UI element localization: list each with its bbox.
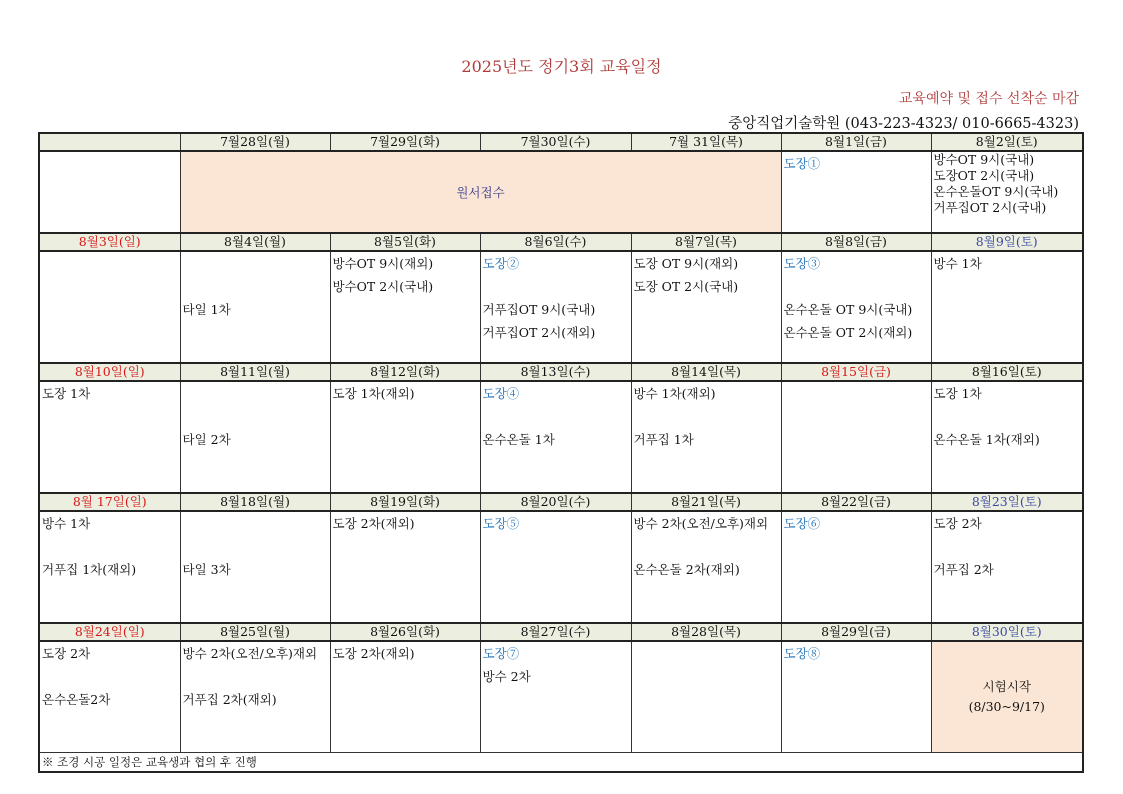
day-cell <box>180 251 330 363</box>
event-entry: 도장② <box>482 256 520 271</box>
event-entry: 방수OT 9시(재외) <box>332 256 434 271</box>
day-cell <box>180 641 330 753</box>
day-header: 8월30일(토) <box>931 623 1083 641</box>
week5-header <box>39 623 1083 641</box>
day-header: 8월20일(수) <box>480 493 631 511</box>
day-cell <box>330 381 480 493</box>
exam-period <box>931 641 1083 753</box>
day-cell <box>180 381 330 493</box>
day-cell <box>781 251 931 363</box>
event-entry: 도장 OT 9시(재외) <box>633 256 739 271</box>
day-cell <box>330 251 480 363</box>
day-header: 8월8일(금) <box>781 233 931 251</box>
day-header: 7월30일(수) <box>480 133 631 151</box>
day-header: 8월5일(화) <box>330 233 480 251</box>
week2-header <box>39 233 1083 251</box>
day-header: 8월6일(수) <box>480 233 631 251</box>
day-header: 8월13일(수) <box>480 363 631 381</box>
week5-row <box>39 641 1083 753</box>
day-cell <box>931 511 1083 623</box>
day-header: 8월16일(토) <box>931 363 1083 381</box>
day-cell <box>39 251 180 363</box>
day-header: 7월28일(월) <box>180 133 330 151</box>
day-header: 8월11일(월) <box>180 363 330 381</box>
footer-row <box>39 753 1083 773</box>
week1-header <box>39 133 1083 151</box>
event-entry: 도장⑥ <box>783 516 821 531</box>
event-entry: 방수 1차 <box>42 516 91 531</box>
day-cell <box>631 641 781 753</box>
day-header: 8월10일(일) <box>39 363 180 381</box>
event-entry: 온수온돌 1차 <box>482 432 555 447</box>
event-entry: 도장 2차 <box>42 646 91 661</box>
day-cell <box>39 511 180 623</box>
schedule-table <box>38 132 1084 773</box>
day-header: 8월29일(금) <box>781 623 931 641</box>
day-cell <box>39 381 180 493</box>
event-entry: 거푸집 1차 <box>633 432 694 447</box>
event-entry: 온수온돌2차 <box>42 692 111 707</box>
day-header: 8월21일(목) <box>631 493 781 511</box>
day-cell <box>781 641 931 753</box>
event-entry: 온수온돌 OT 9시(국내) <box>783 302 913 317</box>
day-cell <box>931 251 1083 363</box>
event-entry: 방수OT 2시(국내) <box>332 279 434 294</box>
day-cell <box>631 251 781 363</box>
day-header: 8월3일(일) <box>39 233 180 251</box>
day-header: 8월26일(화) <box>330 623 480 641</box>
day-header: 7월 31일(목) <box>631 133 781 151</box>
event-entry: 도장① <box>783 156 821 171</box>
event-entry: 온수온돌OT 9시(국내) <box>933 184 1059 199</box>
event-entry: 도장⑦ <box>482 646 520 661</box>
day-header: 8월 17일(일) <box>39 493 180 511</box>
day-header: 8월7일(목) <box>631 233 781 251</box>
day-cell <box>330 641 480 753</box>
day-cell <box>631 381 781 493</box>
day-header: 8월9일(토) <box>931 233 1083 251</box>
week4-header <box>39 493 1083 511</box>
day-header: 8월1일(금) <box>781 133 931 151</box>
event-entry: 도장⑤ <box>482 516 520 531</box>
page-title: 2025년도 정기3회 교육일정 <box>461 57 662 76</box>
day-header: 8월14일(목) <box>631 363 781 381</box>
event-entry: 도장OT 2시(국내) <box>933 168 1035 183</box>
event-entry: 거푸집OT 9시(국내) <box>482 302 596 317</box>
event-entry: 거푸집 2차 <box>933 562 994 577</box>
day-header <box>39 133 180 151</box>
day-header: 8월23일(토) <box>931 493 1083 511</box>
day-cell <box>931 151 1083 233</box>
day-cell <box>180 511 330 623</box>
day-cell <box>931 381 1083 493</box>
event-entry: 방수OT 9시(국내) <box>933 152 1035 167</box>
exam-range: (8/30~9/17) <box>968 699 1045 714</box>
day-cell <box>330 511 480 623</box>
day-cell <box>631 511 781 623</box>
reservation-note: 교육예약 및 접수 선착순 마감 <box>898 91 1079 107</box>
day-cell <box>480 381 631 493</box>
day-header: 8월12일(화) <box>330 363 480 381</box>
day-cell <box>781 381 931 493</box>
event-entry: 도장 1차 <box>42 386 91 401</box>
week4-row <box>39 511 1083 623</box>
event-entry: 도장⑧ <box>783 646 821 661</box>
day-cell <box>781 151 931 233</box>
day-header: 8월4일(월) <box>180 233 330 251</box>
event-entry: 도장 OT 2시(국내) <box>633 279 739 294</box>
event-entry: 도장 2차(재외) <box>332 516 415 531</box>
day-header: 8월22일(금) <box>781 493 931 511</box>
week2-row <box>39 251 1083 363</box>
day-header: 8월2일(토) <box>931 133 1083 151</box>
event-entry: 방수 2차(오전/오후)재외 <box>633 516 769 531</box>
event-entry: 거푸집OT 2시(재외) <box>482 325 596 340</box>
footer-note: ※ 조경 시공 일정은 교육생과 협의 후 진행 <box>39 753 1083 773</box>
day-header: 8월25일(월) <box>180 623 330 641</box>
event-entry: 도장③ <box>783 256 821 271</box>
event-entry: 온수온돌 OT 2시(재외) <box>783 325 913 340</box>
contact-info: 중앙직업기술학원 (043-223-4323/ 010-6665-4323) <box>728 116 1079 132</box>
event-entry: 방수 1차(재외) <box>633 386 716 401</box>
day-cell <box>39 151 180 233</box>
event-entry: 온수온돌 2차(재외) <box>633 562 740 577</box>
event-entry: 온수온돌 1차(재외) <box>933 432 1040 447</box>
event-entry: 방수 1차 <box>933 256 982 271</box>
reception-period: 원서접수 <box>180 151 781 233</box>
day-header: 8월24일(일) <box>39 623 180 641</box>
week3-header <box>39 363 1083 381</box>
event-entry: 도장④ <box>482 386 520 401</box>
event-entry: 거푸집 1차(재외) <box>42 562 137 577</box>
exam-title: 시험시작 <box>982 679 1031 694</box>
event-entry: 타일 3차 <box>182 562 231 577</box>
day-cell <box>480 641 631 753</box>
week3-row <box>39 381 1083 493</box>
event-entry: 도장 2차 <box>933 516 982 531</box>
event-entry: 도장 1차 <box>933 386 982 401</box>
day-cell <box>480 511 631 623</box>
day-cell <box>39 641 180 753</box>
event-entry: 거푸집 2차(재외) <box>182 692 277 707</box>
event-entry: 타일 2차 <box>182 432 231 447</box>
day-cell <box>781 511 931 623</box>
day-header: 7월29일(화) <box>330 133 480 151</box>
event-entry: 도장 2차(재외) <box>332 646 415 661</box>
day-header: 8월27일(수) <box>480 623 631 641</box>
event-entry: 방수 2차 <box>482 669 531 684</box>
day-cell <box>480 251 631 363</box>
day-header: 8월15일(금) <box>781 363 931 381</box>
event-entry: 거푸집OT 2시(국내) <box>933 200 1047 215</box>
day-header: 8월18일(월) <box>180 493 330 511</box>
week1-row <box>39 151 1083 233</box>
event-entry: 방수 2차(오전/오후)재외 <box>182 646 318 661</box>
event-entry: 타일 1차 <box>182 302 231 317</box>
event-entry: 도장 1차(재외) <box>332 386 415 401</box>
day-header: 8월28일(목) <box>631 623 781 641</box>
day-header: 8월19일(화) <box>330 493 480 511</box>
